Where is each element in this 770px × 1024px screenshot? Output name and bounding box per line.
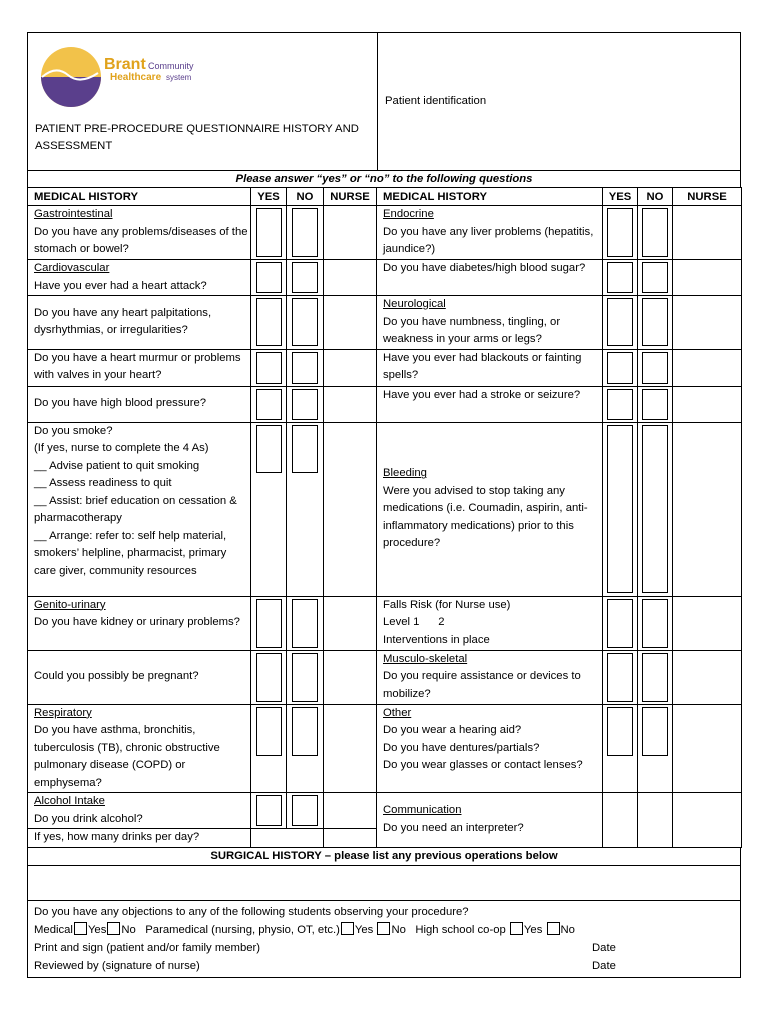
question-text: Do you have any heart palpitations, dysrhythmias, or irregularities?: [34, 306, 212, 337]
yes-checkbox[interactable]: [607, 208, 633, 257]
question-cell: [377, 206, 603, 260]
yes-checkbox[interactable]: [256, 262, 282, 293]
nurse-cell[interactable]: [673, 206, 742, 260]
no-checkbox[interactable]: [642, 599, 668, 648]
questionnaire-form: [27, 32, 741, 978]
question-text: Do you have numbness, tingling, or weakness in your arms or legs?: [383, 315, 561, 345]
yes-checkbox[interactable]: [607, 352, 633, 384]
question-text: Do you have dentures/partials?: [383, 741, 540, 754]
paramedical-no-checkbox[interactable]: [377, 922, 390, 935]
question-text: Have you ever had a heart attack?: [34, 279, 207, 292]
students-question: Do you have any objections to any of the following students observing your procedure?: [34, 905, 469, 918]
surgical-history-field[interactable]: [27, 866, 741, 901]
nurse-cell[interactable]: [673, 793, 742, 848]
nurse-cell[interactable]: [673, 422, 742, 596]
no-checkbox[interactable]: [642, 707, 668, 756]
nurse-cell[interactable]: [324, 386, 377, 422]
section-heading: Communication: [383, 804, 462, 817]
yes-checkbox[interactable]: [607, 389, 633, 420]
table-row: [28, 386, 742, 422]
no-checkbox[interactable]: [292, 795, 318, 826]
question-cell: [28, 793, 251, 829]
medical-yes-checkbox[interactable]: [74, 922, 87, 935]
no-label: No: [121, 923, 136, 936]
yes-checkbox[interactable]: [256, 795, 282, 826]
nurse-cell[interactable]: [673, 650, 742, 704]
falls-level: Level 1 2: [383, 616, 445, 628]
nurse-cell[interactable]: [324, 422, 377, 596]
question-cell: [377, 793, 603, 848]
table-row: [28, 650, 742, 704]
question-cell: [377, 704, 603, 793]
question-text: Do you wear glasses or contact lenses?: [383, 759, 583, 771]
patient-date-label: Date: [592, 941, 616, 954]
students-options: [34, 921, 734, 939]
yes-checkbox[interactable]: [256, 208, 282, 257]
no-checkbox[interactable]: [292, 208, 318, 257]
no-checkbox[interactable]: [642, 352, 668, 384]
col-nurse-left: NURSE: [324, 188, 377, 206]
form-title: PATIENT PRE-PROCEDURE QUESTIONNAIRE HISTORY AND ASSESSMENT: [35, 123, 359, 152]
header-left-cell: [28, 33, 378, 171]
section-heading: Bleeding: [383, 467, 427, 480]
no-checkbox[interactable]: [292, 352, 318, 384]
no-checkbox[interactable]: [642, 298, 668, 346]
question-text: Do you have diabetes/high blood sugar?: [383, 262, 586, 274]
no-checkbox[interactable]: [292, 707, 318, 756]
question-cell: [377, 650, 603, 704]
no-checkbox[interactable]: [292, 599, 318, 648]
patient-id-cell: [378, 33, 741, 171]
smoke-assess: __ Assess readiness to quit: [34, 477, 172, 489]
yes-checkbox[interactable]: [256, 707, 282, 756]
nurse-cell[interactable]: [324, 206, 377, 260]
yes-checkbox[interactable]: [607, 599, 633, 648]
question-text: Were you advised to stop taking any medications (i.e. Coumadin, aspirin, anti-inflammatory medications) prior to this procedure?: [383, 484, 588, 550]
smoke-assist: __ Assist: brief education on cessation & pharmacotherapy: [34, 494, 237, 524]
question-cell: [28, 260, 251, 296]
question-text: Have you ever had a stroke or seizure?: [383, 388, 581, 401]
section-heading: Respiratory: [34, 706, 92, 719]
yes-checkbox[interactable]: [256, 389, 282, 420]
question-text: Do you have any problems/diseases of the stomach or bowel?: [34, 225, 248, 255]
logo-word-community: Community: [148, 61, 194, 71]
question-text: Do you smoke?: [34, 424, 113, 437]
table-row: [28, 296, 742, 350]
question-text: Have you ever had blackouts or fainting spells?: [383, 351, 582, 381]
question-text: Do you require assistance or devices to mobilize?: [383, 670, 581, 700]
question-text: Do you need an interpreter?: [383, 821, 524, 834]
patient-signature-label: Print and sign (patient and/or family member): [34, 941, 261, 954]
nurse-cell[interactable]: [324, 596, 377, 650]
question-text: Could you possibly be pregnant?: [34, 670, 199, 683]
question-text: Do you have high blood pressure?: [34, 397, 207, 410]
medical-no-checkbox[interactable]: [107, 922, 120, 935]
no-checkbox[interactable]: [292, 262, 318, 293]
question-cell: [28, 349, 251, 386]
nurse-cell[interactable]: [673, 296, 742, 350]
question-text: Do you drink alcohol?: [34, 812, 143, 825]
falls-label: Falls Risk (for Nurse use): [383, 598, 511, 611]
no-checkbox[interactable]: [292, 389, 318, 420]
medical-label: Medical: [34, 923, 73, 936]
yes-checkbox[interactable]: [256, 352, 282, 384]
highschool-label: High school co-op: [415, 923, 506, 936]
highschool-yes-checkbox[interactable]: [510, 922, 523, 935]
question-cell: [377, 596, 603, 650]
table-row: [28, 206, 742, 260]
yes-checkbox[interactable]: [607, 653, 633, 702]
yes-checkbox[interactable]: [256, 653, 282, 702]
col-history-right: MEDICAL HISTORY: [377, 188, 603, 206]
yes-label: Yes: [523, 923, 543, 936]
col-history-left: MEDICAL HISTORY: [28, 188, 251, 206]
no-label: No: [391, 923, 406, 936]
section-heading: Genito-urinary: [34, 598, 106, 611]
nurse-cell[interactable]: [324, 349, 377, 386]
question-cell: [377, 349, 603, 386]
no-checkbox[interactable]: [292, 653, 318, 702]
header-table: [27, 32, 741, 171]
question-text: Do you have any liver problems (hepatitis, jaundice?): [383, 225, 594, 255]
question-cell: [377, 296, 603, 350]
question-text: Do you have kidney or urinary problems?: [34, 616, 240, 628]
question-cell: [28, 596, 251, 650]
column-header-row: [28, 188, 742, 206]
table-row: [28, 349, 742, 386]
table-row: [28, 596, 742, 650]
no-checkbox[interactable]: [292, 298, 318, 346]
nurse-cell[interactable]: [324, 704, 377, 793]
paramedical-label: Paramedical (nursing, physio, OT, etc.): [145, 923, 340, 936]
nurse-cell[interactable]: [673, 260, 742, 296]
section-heading: Neurological: [383, 298, 446, 310]
section-heading: Other: [383, 706, 412, 719]
surgical-history-heading: SURGICAL HISTORY – please list any previous operations below: [27, 848, 741, 866]
nurse-cell[interactable]: [324, 829, 377, 848]
nurse-cell[interactable]: [673, 386, 742, 422]
yes-label: Yes: [354, 923, 374, 936]
question-cell: [28, 386, 251, 422]
medical-history-table: [27, 187, 742, 848]
col-yes-right: YES: [603, 188, 638, 206]
no-checkbox[interactable]: [642, 389, 668, 420]
no-checkbox[interactable]: [642, 208, 668, 257]
question-text: Do you have asthma, bronchitis, tuberculosis (TB), chronic obstructive pulmonary disease (COPD) or emphysema?: [34, 724, 220, 789]
no-checkbox[interactable]: [292, 425, 318, 473]
nurse-cell[interactable]: [324, 260, 377, 296]
col-no-right: NO: [638, 188, 673, 206]
logo-word-brant: Brant: [104, 56, 146, 73]
no-checkbox[interactable]: [642, 653, 668, 702]
instructions: Please answer “yes” or “no” to the following questions: [27, 171, 741, 187]
yes-label: Yes: [87, 923, 107, 936]
nurse-signature-row[interactable]: [34, 957, 734, 975]
nurse-signature-label: Reviewed by (signature of nurse): [34, 959, 200, 972]
question-cell: [28, 704, 251, 793]
nurse-cell[interactable]: [673, 596, 742, 650]
smoke-arrange: __ Arrange: refer to: self help material, smokers’ helpline, pharmacist, primary care giver, community resources: [34, 529, 227, 577]
yes-checkbox[interactable]: [607, 298, 633, 346]
question-text: Do you have a heart murmur or problems with valves in your heart?: [34, 351, 241, 381]
table-row: [28, 422, 742, 596]
patient-signature-row[interactable]: [34, 939, 734, 957]
logo-word-system: system: [166, 73, 192, 82]
question-cell: [28, 650, 251, 704]
table-row: [28, 793, 742, 829]
smoke-instruction: (If yes, nurse to complete the 4 As): [34, 442, 209, 454]
question-cell: [377, 422, 603, 596]
falls-interventions: Interventions in place: [383, 633, 490, 646]
no-label: No: [560, 923, 575, 936]
yes-checkbox[interactable]: [607, 425, 633, 593]
nurse-date-label: Date: [592, 959, 616, 972]
question-text: Do you wear a hearing aid?: [383, 724, 522, 736]
nurse-cell[interactable]: [324, 296, 377, 350]
no-checkbox[interactable]: [642, 425, 668, 593]
nurse-cell[interactable]: [324, 650, 377, 704]
question-cell: [377, 386, 603, 422]
question-cell: [28, 206, 251, 260]
section-heading: Alcohol Intake: [34, 795, 105, 807]
yes-checkbox[interactable]: [256, 425, 282, 473]
section-heading: Endocrine: [383, 208, 434, 220]
nurse-cell[interactable]: [324, 793, 377, 829]
section-heading: Cardiovascular: [34, 262, 110, 274]
yes-checkbox[interactable]: [607, 707, 633, 756]
no-checkbox[interactable]: [642, 262, 668, 293]
paramedical-yes-checkbox[interactable]: [341, 922, 354, 935]
highschool-no-checkbox[interactable]: [547, 922, 560, 935]
yes-checkbox[interactable]: [607, 262, 633, 293]
question-cell: [28, 296, 251, 350]
brant-logo: [36, 47, 236, 111]
col-no-left: NO: [287, 188, 324, 206]
col-yes-left: YES: [251, 188, 287, 206]
question-cell: [377, 260, 603, 296]
table-row: [28, 260, 742, 296]
drinks-per-day-field[interactable]: [251, 829, 324, 848]
col-nurse-right: NURSE: [673, 188, 742, 206]
logo-word-healthcare: Healthcare: [110, 72, 162, 83]
table-row: [28, 704, 742, 793]
question-cell: [28, 829, 251, 848]
yes-checkbox[interactable]: [256, 599, 282, 648]
consent-section: [27, 901, 741, 978]
question-text: If yes, how many drinks per day?: [34, 831, 200, 843]
patient-id-label: Patient identification: [385, 95, 487, 107]
smoke-advise: __ Advise patient to quit smoking: [34, 459, 200, 472]
question-cell: [28, 422, 251, 596]
nurse-cell[interactable]: [673, 349, 742, 386]
section-heading: Musculo-skeletal: [383, 652, 468, 665]
nurse-cell[interactable]: [673, 704, 742, 793]
section-heading: Gastrointestinal: [34, 208, 113, 220]
yes-checkbox[interactable]: [256, 298, 282, 346]
